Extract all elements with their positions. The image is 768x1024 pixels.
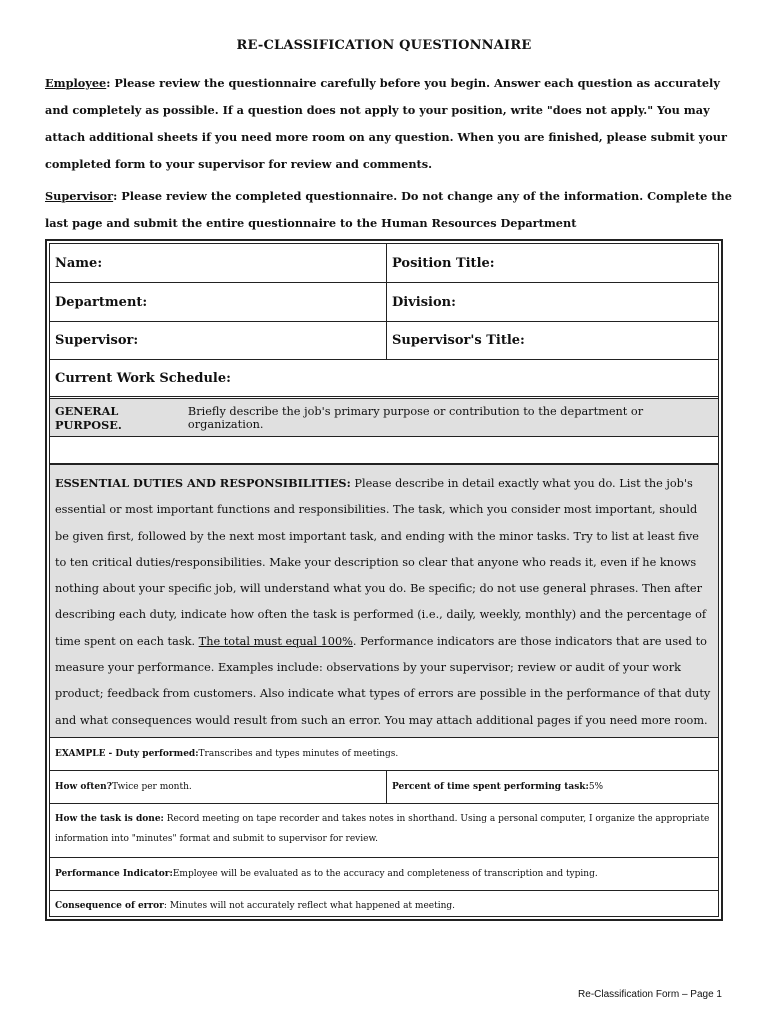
essential-duties-header: [50, 465, 718, 738]
example-duty-row: [50, 738, 718, 771]
example-duty-value: Transcribes and types minutes of meetings.: [198, 749, 399, 759]
row-supervisor: [50, 322, 718, 360]
general-purpose-answer[interactable]: [50, 437, 718, 465]
how-often-label: How often?: [55, 782, 112, 792]
supervisor-title-label: Supervisor's Title:: [392, 333, 525, 348]
position-title-field[interactable]: [387, 244, 718, 282]
supervisor-field[interactable]: [50, 322, 387, 359]
page-footer: Re-Classification Form – Page 1: [578, 989, 722, 1000]
essential-duties-text-1: Please describe in detail exactly what you do. List the job's essential or most important functions and responsibilities. The task, which you consider most important, should be given first, followed by the next most important task, and ending with the minor tasks. Try to list at least five to ten critical duties/responsibilities. Make your description so clear that anyone who reads it, even if he knows nothing about your specific job, will understand what you do. Be specific; do not use general phrases. Then after describing each duty, indicate how often the task is performed (i.e., daily, weekly, monthly) and the percentage of time spent on each task.: [55, 477, 707, 648]
example-how-done-row: [50, 804, 718, 858]
how-often-value: Twice per month.: [111, 782, 192, 792]
division-label: Division:: [392, 294, 456, 310]
department-field[interactable]: [50, 283, 387, 321]
percent-cell: [387, 771, 718, 803]
indicator-label: Performance Indicator:: [55, 869, 173, 879]
general-purpose-header: [50, 399, 718, 437]
employee-text: : Please review the questionnaire carefully before you begin. Answer each question as accurately and completely as possible. If a question does not apply to your position, write "does not apply." You may attach additional sheets if you need more room on any question. When you are finished, please submit your completed form to your supervisor for review and comments.: [45, 76, 727, 171]
example-consequence-row: [50, 891, 718, 920]
percent-label: Percent of time spent performing task:: [392, 782, 589, 792]
position-title-label: Position Title:: [392, 255, 495, 271]
form-inner: [49, 243, 719, 917]
division-field[interactable]: [387, 283, 718, 321]
example-indicator-row: [50, 858, 718, 891]
supervisor-instructions: [45, 183, 735, 237]
example-frequency-row: [50, 771, 718, 804]
essential-duties-text: [55, 470, 712, 734]
work-schedule-label: Current Work Schedule:: [55, 370, 231, 386]
percent-value: 5%: [588, 782, 604, 792]
employee-instructions: [45, 70, 735, 178]
essential-duties-text-2: . Performance indicators are those indicators that are used to measure your performance. Examples include: observations by your supervisor; review or audit of your work product; feedback from customers. Also indicate what types of errors are possible in the performance of that duty and what consequences would result from such an error. You may attach additional pages if you need more room.: [55, 634, 711, 727]
how-done-label: How the task is done:: [55, 814, 164, 824]
general-purpose-lead: GENERAL PURPOSE.: [55, 403, 122, 432]
name-label: Name:: [55, 255, 103, 271]
general-purpose-text: Briefly describe the job's primary purpose or contribution to the department or organization.: [187, 404, 644, 431]
consequence-value: : Minutes will not accurately reflect what happened at meeting.: [163, 900, 456, 911]
row-name: [50, 244, 718, 283]
example-duty-label: EXAMPLE - Duty performed:: [55, 749, 199, 759]
questionnaire-form: [45, 239, 723, 921]
consequence-label: Consequence of error: [55, 900, 164, 911]
essential-duties-lead: ESSENTIAL DUTIES AND RESPONSIBILITIES:: [55, 476, 351, 490]
supervisor-lead: Supervisor: [45, 189, 114, 203]
name-field[interactable]: [50, 244, 387, 282]
employee-lead: Employee: [45, 76, 107, 90]
supervisor-text: : Please review the completed questionnaire. Do not change any of the information. Complete the last page and submit the entire questionnaire to the Human Resources Department: [45, 189, 732, 230]
total-note: The total must equal 100%: [198, 634, 353, 648]
work-schedule-field[interactable]: [50, 360, 718, 399]
row-department: [50, 283, 718, 322]
supervisor-title-field[interactable]: [387, 322, 718, 359]
indicator-value: Employee will be evaluated as to the accuracy and completeness of transcription and typing.: [172, 869, 598, 879]
page-title: RE-CLASSIFICATION QUESTIONNAIRE: [236, 38, 532, 53]
supervisor-label: Supervisor:: [55, 333, 139, 348]
how-done-value: Record meeting on tape recorder and takes notes in shorthand. Using a personal computer, I organize the appropriate information into "minutes" format and submit to supervisor for review.: [55, 814, 710, 844]
department-label: Department:: [55, 294, 148, 310]
how-often-cell: [50, 771, 387, 803]
